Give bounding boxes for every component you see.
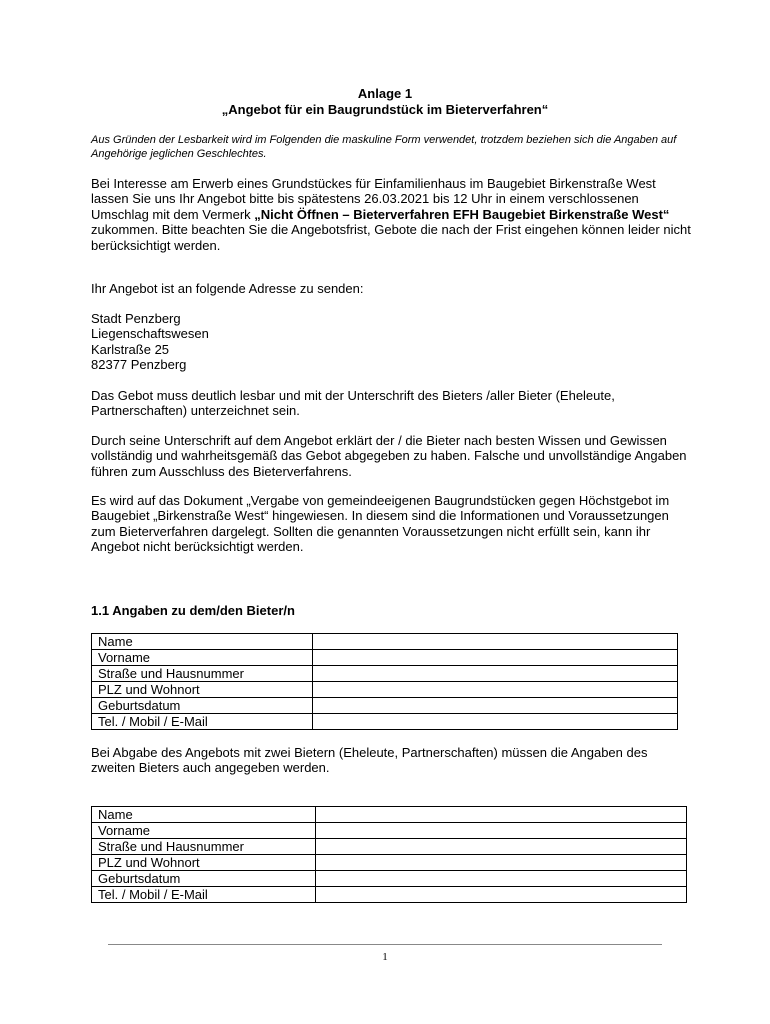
form-label: Vorname [92,650,313,666]
form-row [92,682,678,698]
form-row [92,855,687,871]
form-label: Name [92,807,316,823]
address-block [91,311,691,373]
page-number: 1 [382,951,388,963]
form-row [92,666,678,682]
annex-label: Anlage 1 [357,86,413,101]
form-row [92,714,678,730]
form-field[interactable] [313,714,678,730]
form-label: Tel. / Mobil / E-Mail [92,887,316,903]
paragraph-deadline-text: Bei Interesse am Erwerb eines Grundstückes für Einfamilienhaus im Baugebiet Birkenstraße West lassen Sie uns Ihr Angebot bitte bis spätestens 26.03.2021 bis 12 Uhr in einem verschlossenen Umschlag mit dem Vermerk [91,176,656,222]
form-row [92,839,687,855]
section-heading: 1.1 Angaben zu dem/den Bieter/n [91,603,295,618]
form-label: PLZ und Wohnort [92,855,316,871]
intro-note: Aus Gründen der Lesbarkeit wird im Folgenden die maskuline Form verwendet, trotzdem beziehen sich die Angaben auf Angehörige jeglichen Geschlechtes. [91,134,677,160]
form-field[interactable] [316,871,687,887]
form-row [92,823,687,839]
form-field[interactable] [313,698,678,714]
address-line: 82377 Penzberg [91,357,187,373]
form-row [92,634,678,650]
form-label: Geburtsdatum [92,871,316,887]
form-label: Straße und Hausnummer [92,839,316,855]
form-label: Name [92,634,313,650]
bidder-form-2 [91,806,687,903]
form-field[interactable] [316,807,687,823]
form-field[interactable] [313,634,678,650]
paragraph-signature: Das Gebot muss deutlich lesbar und mit der Unterschrift des Bieters /aller Bieter (Eheleute, Partnerschaften) unterzeichnet sein. [91,388,615,419]
form-field[interactable] [313,650,678,666]
form-label: PLZ und Wohnort [92,682,313,698]
address-line: Karlstraße 25 [91,341,170,357]
form-row [92,871,687,887]
envelope-marking: „Nicht Öffnen – Bieterverfahren EFH Baugebiet Birkenstraße West“ [254,206,670,222]
form-field[interactable] [316,887,687,903]
address-line: Stadt Penzberg [91,311,181,326]
form-row [92,887,687,903]
form-row [92,807,687,823]
form-label: Geburtsdatum [92,698,313,714]
form-row [92,650,678,666]
address-line: Liegenschaftswesen [91,326,209,342]
document-title: „Angebot für ein Baugrundstück im Bieterverfahren“ [221,102,549,117]
form-field[interactable] [316,839,687,855]
paragraph-deadline [91,176,691,253]
form-label: Vorname [92,823,316,839]
form-field[interactable] [316,823,687,839]
paragraph-second-bidder: Bei Abgabe des Angebots mit zwei Bietern (Eheleute, Partnerschaften) müssen die Angaben des zweiten Bieters auch angegeben werden. [91,745,648,776]
form-label: Tel. / Mobil / E-Mail [92,714,313,730]
bidder-form-1 [91,633,678,730]
address-intro: Ihr Angebot ist an folgende Adresse zu senden: [91,281,364,296]
footer-divider [108,944,662,945]
paragraph-deadline-text-end: zukommen. Bitte beachten Sie die Angebotsfrist, Gebote die nach der Frist eingehen können leider nicht berücksichtigt werden. [91,222,691,253]
paragraph-declaration: Durch seine Unterschrift auf dem Angebot erklärt der / die Bieter nach besten Wissen und Gewissen vollständig und wahrheitsgemäß das Gebot abgegeben zu haben. Falsche und unvollständige Angaben führen zum Ausschluss des Bieterverfahrens. [91,433,687,479]
form-field[interactable] [313,666,678,682]
form-field[interactable] [313,682,678,698]
form-label: Straße und Hausnummer [92,666,313,682]
form-field[interactable] [316,855,687,871]
paragraph-reference: Es wird auf das Dokument „Vergabe von gemeindeeigenen Baugrundstücken gegen Höchstgebot im Baugebiet „Birkenstraße West“ hingewiesen. In diesem sind die Informationen und Voraussetzungen zum Bieterverfahren dargelegt. Sollten die genannten Voraussetzungen nicht erfüllt sein, kann ihr Angebot nicht berücksichtigt werden. [91,493,670,555]
form-row [92,698,678,714]
